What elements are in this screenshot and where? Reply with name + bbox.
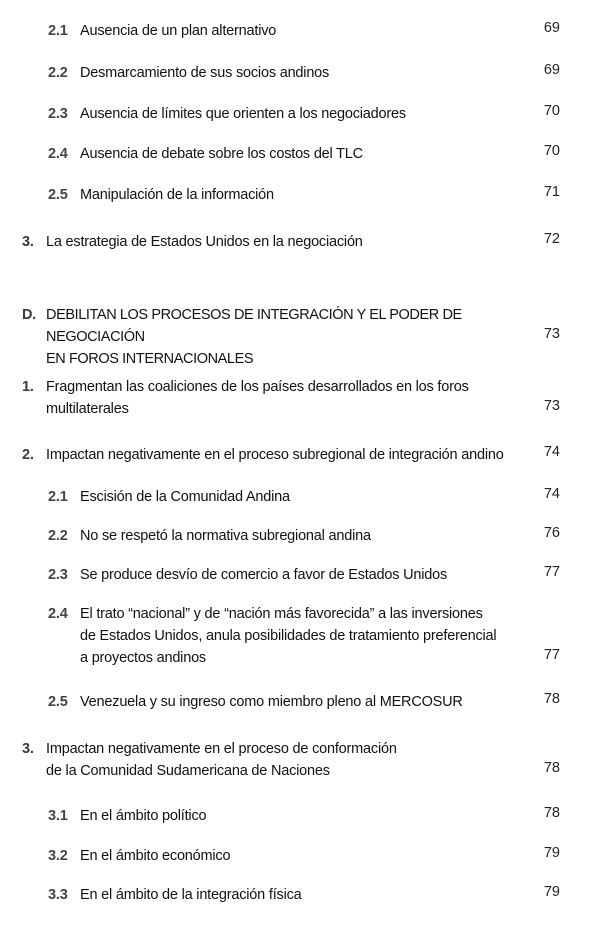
entry-page-number: 71 [543,184,560,200]
entry-title-line: multilaterales [46,401,129,417]
entry-title-line: Manipulación de la información [80,187,274,203]
entry-title [48,486,508,508]
entry-title [22,231,522,253]
entry-title [48,62,508,84]
entry-page-number: 74 [543,444,560,460]
entry-title [48,143,508,165]
toc-entry [48,884,508,906]
entry-title [48,564,508,586]
entry-title-line: Venezuela y su ingreso como miembro pleno al MERCOSUR [80,694,463,710]
entry-page-number: 74 [543,486,560,502]
toc-entry [48,184,508,206]
toc-entry [48,691,508,713]
entry-title-line: a proyectos andinos [80,650,206,666]
entry-page-number: 78 [543,805,560,821]
entry-title-line: DEBILITAN LOS PROCESOS DE INTEGRACIÓN Y EL PODER DE NEGOCIACIÓN [46,307,462,345]
toc-section-heading [22,304,552,370]
entry-page-number: 79 [543,845,560,861]
entry-number: 2.2 [48,528,68,544]
entry-title [22,738,522,782]
entry-title [48,603,528,669]
entry-title-line: EN FOROS INTERNACIONALES [46,351,254,367]
entry-title-line: Escisión de la Comunidad Andina [80,489,290,505]
toc-entry [48,103,508,125]
entry-page-number: 70 [543,103,560,119]
toc-entry [48,603,528,669]
entry-title [48,184,508,206]
toc-entry [22,376,522,420]
entry-page-number: 78 [543,691,560,707]
entry-title [48,103,508,125]
entry-title-line: Ausencia de un plan alternativo [80,23,277,39]
entry-number: 2.5 [48,187,68,203]
entry-title [48,805,508,827]
entry-number: 2.4 [48,146,68,162]
entry-title [22,444,552,466]
entry-title-line: El trato “nacional” y de “nación más favorecida” a las inversiones [80,606,483,622]
entry-title [48,845,508,867]
entry-title-line: de la Comunidad Sudamericana de Naciones [46,763,330,779]
entry-number: 3.2 [48,848,68,864]
entry-number: 2.1 [48,23,68,39]
entry-number: 2.5 [48,694,68,710]
toc-entry [48,525,508,547]
entry-title [48,691,508,713]
toc-entry [48,62,508,84]
entry-title [22,376,522,420]
entry-page-number: 72 [543,231,560,247]
entry-title [22,304,552,370]
entry-title-line: Se produce desvío de comercio a favor de Estados Unidos [80,567,448,583]
entry-title-line: de Estados Unidos, anula posibilidades de tratamiento preferencial [80,628,497,644]
toc-entry [48,143,508,165]
toc-entry [22,444,552,466]
entry-number: 3. [22,741,34,757]
toc-entry [48,564,508,586]
toc-entry [22,231,522,253]
entry-title [48,20,508,42]
entry-title-line: Ausencia de debate sobre los costos del TLC [80,146,363,162]
entry-number: 2. [22,447,34,463]
toc-entry [22,738,522,782]
entry-number: D. [22,307,36,323]
entry-number: 2.1 [48,489,68,505]
entry-page-number: 73 [543,326,560,342]
toc-entry [48,805,508,827]
entry-title-line: En el ámbito de la integración física [80,887,302,903]
entry-page-number: 79 [543,884,560,900]
toc-entry [48,845,508,867]
entry-number: 3.1 [48,808,68,824]
entry-page-number: 73 [543,398,560,414]
entry-title-line: Fragmentan las coaliciones de los países desarrollados en los foros [46,379,469,395]
entry-page-number: 77 [543,564,560,580]
entry-title-line: En el ámbito político [80,808,207,824]
entry-title-line: Ausencia de límites que orienten a los negociadores [80,106,406,122]
entry-number: 2.4 [48,606,68,622]
entry-page-number: 78 [543,760,560,776]
entry-number: 2.3 [48,106,68,122]
entry-page-number: 77 [543,647,560,663]
entry-number: 1. [22,379,34,395]
entry-title [48,525,508,547]
entry-title [48,884,508,906]
entry-number: 2.2 [48,65,68,81]
entry-page-number: 70 [543,143,560,159]
entry-title-line: No se respetó la normativa subregional andina [80,528,371,544]
toc-entry [48,20,508,42]
entry-page-number: 69 [543,62,560,78]
entry-title-line: Desmarcamiento de sus socios andinos [80,65,330,81]
entry-page-number: 76 [543,525,560,541]
entry-title-line: Impactan negativamente en el proceso de conformación [46,741,397,757]
entry-number: 3. [22,234,34,250]
entry-number: 2.3 [48,567,68,583]
entry-title-line: La estrategia de Estados Unidos en la negociación [46,234,363,250]
entry-title-line: Impactan negativamente en el proceso subregional de integración andino [46,447,504,463]
entry-title-line: En el ámbito económico [80,848,231,864]
entry-page-number: 69 [543,20,560,36]
toc-entry [48,486,508,508]
entry-number: 3.3 [48,887,68,903]
